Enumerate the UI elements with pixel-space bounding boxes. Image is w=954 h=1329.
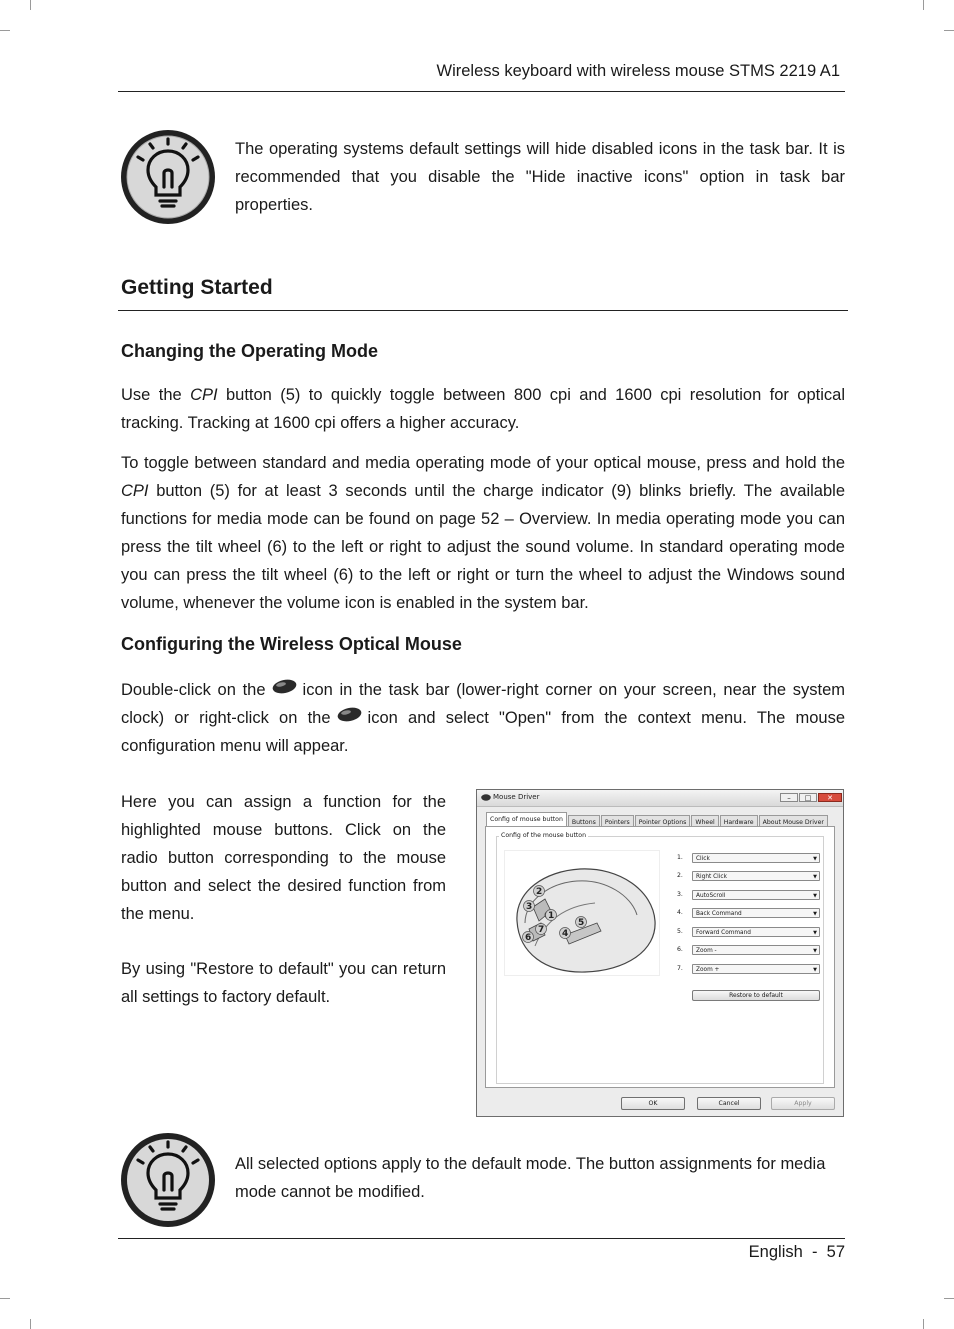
mouse-label: 2: [536, 887, 543, 897]
crop-mark: [30, 0, 31, 10]
mouse-label: 3: [526, 902, 533, 912]
footer-rule: [118, 1238, 845, 1239]
running-header: Wireless keyboard with wireless mouse STMS 2219 A1: [436, 62, 840, 80]
function-select-6[interactable]: Zoom - ▼: [692, 945, 820, 955]
mouse-label: 5: [578, 918, 585, 928]
function-select-4[interactable]: Back Command ▼: [692, 908, 820, 918]
dialog-titlebar: [477, 790, 843, 807]
paragraph: By using "Restore to default" you can return all settings to factory default.: [121, 960, 446, 1006]
subsection-title: Configuring the Wireless Optical Mouse: [121, 634, 462, 654]
function-select-5[interactable]: Forward Command ▼: [692, 927, 820, 937]
note-text: The operating systems default settings will hide disabled icons in the task bar. It is recommended that you disable the "Hide inactive icons" option in task bar properties.: [235, 140, 845, 214]
note-text: All selected options apply to the default mode. The button assignments for media mode cannot be modified.: [235, 1155, 826, 1201]
group-label: Config of the mouse button: [501, 832, 587, 839]
paragraph: Here you can assign a function for the highlighted mouse buttons. Click on the radio button corresponding to the mouse button and select the desired function from the menu.: [121, 793, 446, 923]
tab-wheel[interactable]: Wheel: [691, 815, 718, 829]
page-footer: [749, 1243, 845, 1262]
mouse-tray-icon: [272, 679, 297, 694]
tab-pointers[interactable]: Pointers: [601, 815, 634, 829]
crop-mark: [944, 30, 954, 31]
chevron-down-icon: ▼: [813, 874, 817, 880]
row-number: 6.: [677, 946, 683, 953]
mouse-driver-dialog: [476, 789, 844, 1117]
mouse-app-icon: [481, 794, 491, 801]
function-select-7[interactable]: Zoom + ▼: [692, 964, 820, 974]
function-select-2[interactable]: Right Click ▼: [692, 871, 820, 881]
mouse-diagram: [504, 850, 660, 976]
dialog-title: Mouse Driver: [493, 793, 540, 801]
function-select-3[interactable]: AutoScroll ▼: [692, 890, 820, 900]
footer-language: English: [748, 1243, 803, 1261]
tab-pointer-options[interactable]: Pointer Options: [635, 815, 691, 829]
crop-mark: [0, 1298, 10, 1299]
restore-default-button[interactable]: Restore to default: [692, 990, 820, 1001]
footer-separator: -: [811, 1243, 818, 1261]
crop-mark: [923, 0, 924, 10]
paragraph: Use the CPI button (5) to quickly toggle between 800 cpi and 1600 cpi resolution for optical tracking. Tracking at 1600 cpi offers a higher accuracy.: [121, 386, 845, 432]
tab-strip: [486, 812, 829, 826]
crop-mark: [30, 1319, 31, 1329]
row-number: 4.: [677, 909, 683, 916]
mouse-label: 7: [538, 925, 545, 935]
lightbulb-icon: [120, 129, 216, 225]
tab-hardware[interactable]: Hardware: [720, 815, 758, 829]
mouse-label: 4: [562, 929, 569, 939]
row-number: 5.: [677, 928, 683, 935]
subsection-title: Changing the Operating Mode: [121, 341, 378, 361]
row-number: 3.: [677, 891, 683, 898]
chevron-down-icon: ▼: [813, 911, 817, 917]
header-rule: [118, 91, 845, 92]
row-number: 2.: [677, 872, 683, 879]
ok-button[interactable]: OK: [621, 1097, 685, 1110]
section-title: Getting Started: [121, 276, 273, 299]
chevron-down-icon: ▼: [813, 893, 817, 899]
paragraph: To toggle between standard and media operating mode of your optical mouse, press and hold the CPI button (5) for at least 3 seconds until the charge indicator (9) blinks briefly. The available functions for media mode can be found on page 52 – Overview. In media operating mode you can press the tilt wheel (6) to the left or right to adjust the sound volume. In standard operating mode you can press the tilt wheel (6) to the left or right or turn the wheel to adjust the Windows sound volume, whenever the volume icon is enabled in the system bar.: [121, 454, 845, 612]
paragraph: Double-click on the icon in the task bar (lower-right corner on your screen, near the system clock) or right-click on the icon and select "Open" from the context menu. The mouse configuration menu will appear.: [121, 676, 845, 760]
tab-panel: [485, 826, 835, 1088]
section-rule: [118, 310, 848, 311]
crop-mark: [944, 1298, 954, 1299]
lightbulb-icon: [120, 1132, 216, 1228]
maximize-button[interactable]: □: [799, 793, 817, 802]
crop-mark: [923, 1319, 924, 1329]
row-number: 7.: [677, 965, 683, 972]
chevron-down-icon: ▼: [813, 948, 817, 954]
tab-buttons[interactable]: Buttons: [568, 815, 600, 829]
minimize-button[interactable]: –: [780, 793, 798, 802]
mouse-tray-icon: [337, 707, 362, 722]
crop-mark: [0, 30, 10, 31]
mouse-label: 1: [548, 911, 555, 921]
cancel-button[interactable]: Cancel: [697, 1097, 761, 1110]
function-select-1[interactable]: Click ▼: [692, 853, 820, 863]
chevron-down-icon: ▼: [813, 967, 817, 973]
tab-about-mouse-driver[interactable]: About Mouse Driver: [759, 815, 828, 829]
page-number: 57: [826, 1243, 845, 1261]
close-button[interactable]: ✕: [818, 793, 842, 802]
row-number: 1.: [677, 854, 683, 861]
tab-config-mouse-button[interactable]: Config of mouse button: [486, 812, 567, 829]
apply-button[interactable]: Apply: [771, 1097, 835, 1110]
chevron-down-icon: ▼: [813, 930, 817, 936]
chevron-down-icon: ▼: [813, 856, 817, 862]
mouse-label: 6: [525, 933, 532, 943]
